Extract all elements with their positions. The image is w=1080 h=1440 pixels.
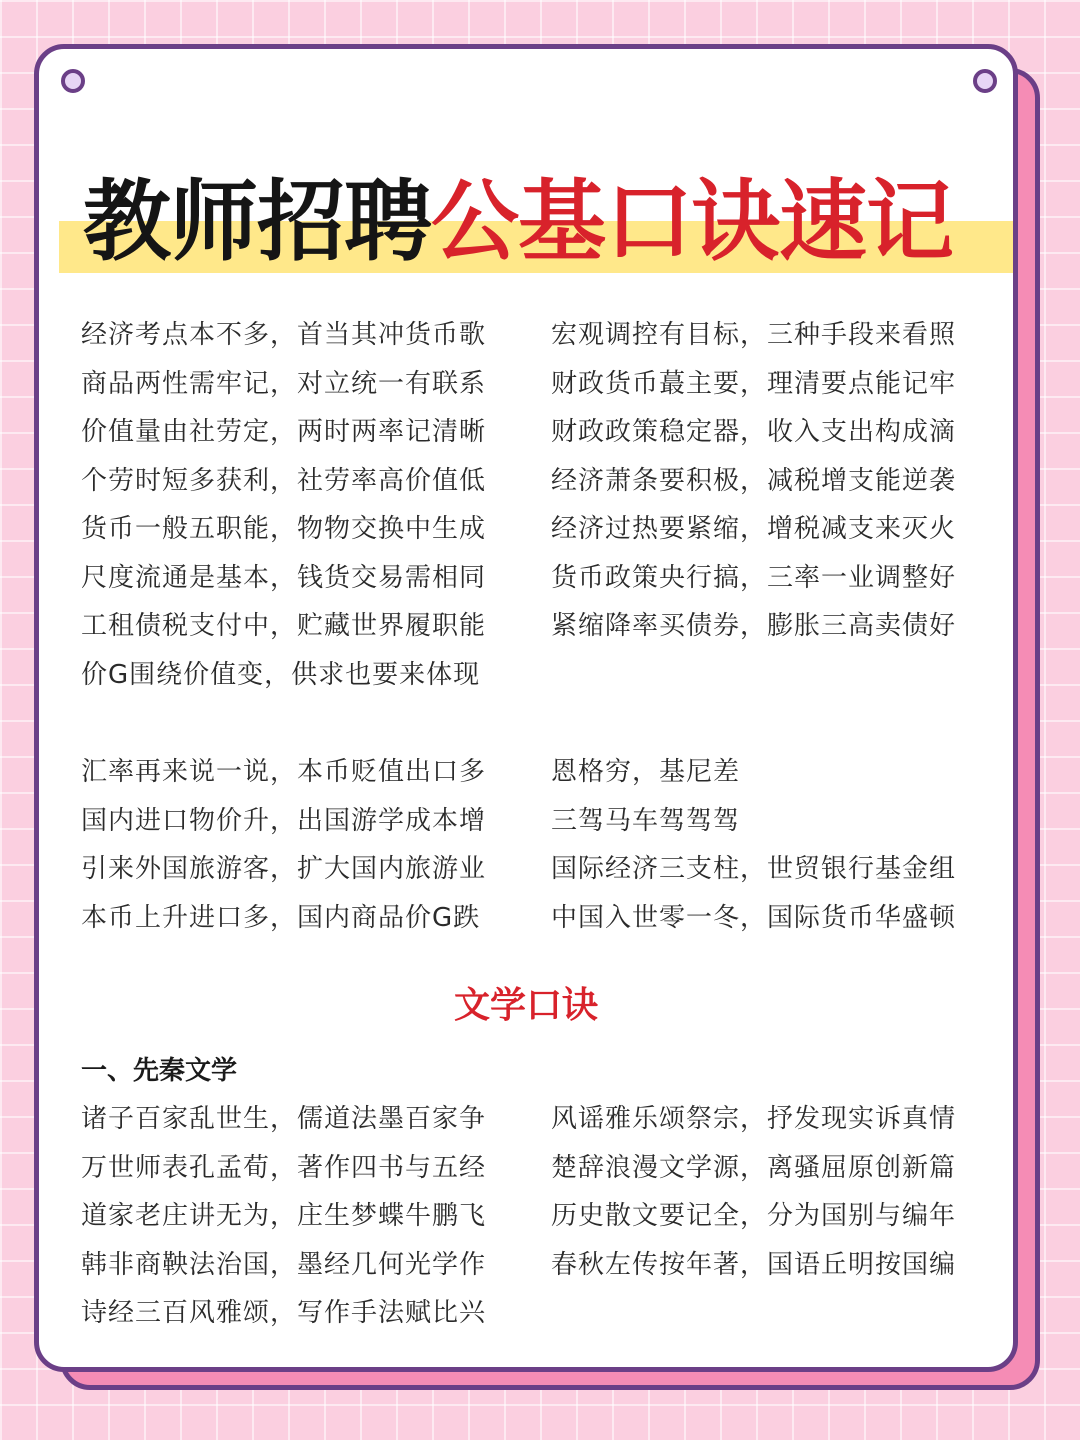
verse-line: 历史散文要记全，分为国别与编年	[551, 1201, 957, 1231]
verse-line: 价G围绕价值变，供求也要来体现	[81, 659, 481, 690]
verse-line: 汇率再来说一说，本币贬值出口多	[81, 757, 487, 787]
verse-line: 个劳时短多获利，社劳率高价值低	[81, 465, 487, 496]
verse-line: 中国入世零一冬，国际货币华盛顿	[551, 902, 957, 933]
verse-line: 经济过热要紧缩，增税减支来灭火	[551, 514, 957, 544]
verse-line: 财政政策稳定器，收入支出构成滴	[551, 417, 957, 447]
verse-line: 风谣雅乐颂祭宗，抒发现实诉真情	[551, 1104, 957, 1134]
verse-line: 商品两性需牢记，对立统一有联系	[81, 368, 487, 399]
title-part1: 教师招聘	[83, 170, 432, 273]
verse-line: 货币一般五职能，物物交换中生成	[81, 514, 487, 544]
verse-line: 价值量由社劳定，两时两率记清晰	[81, 417, 487, 447]
verse-line: 楚辞浪漫文学源，离骚屈原创新篇	[551, 1152, 957, 1183]
verse-line: 经济考点本不多，首当其冲货币歌	[81, 320, 487, 350]
economy-block1-left	[81, 311, 486, 699]
verse-line: 货币政策央行搞，三率一业调整好	[551, 562, 957, 593]
verse-line: 诗经三百风雅颂，写作手法赋比兴	[81, 1298, 487, 1328]
literature-left	[81, 1095, 486, 1338]
verse-line: 引来外国旅游客，扩大国内旅游业	[81, 854, 487, 884]
page-title	[83, 169, 1018, 275]
verse-line: 工租债税支付中，贮藏世界履职能	[81, 611, 487, 641]
title-part2: 公基口诀速记	[431, 170, 954, 273]
verse-line: 尺度流通是基本，钱货交易需相同	[81, 562, 487, 593]
verse-line: 紧缩降率买债券，膨胀三高卖债好	[551, 611, 957, 641]
verse-line: 诸子百家乱世生，儒道法墨百家争	[81, 1104, 487, 1134]
verse-line: 道家老庄讲无为，庄生梦蝶牛鹏飞	[81, 1201, 487, 1231]
verse-line: 三驾马车驾驾驾	[551, 805, 741, 836]
verse-line: 万世师表孔孟荀，著作四书与五经	[81, 1152, 487, 1183]
economy-block2-left	[81, 748, 486, 942]
economy-block1-right	[551, 311, 956, 651]
section-title-literature: 文学口诀	[453, 985, 598, 1026]
verse-line: 宏观调控有目标，三种手段来看照	[551, 320, 957, 350]
verse-line: 经济萧条要积极，减税增支能逆袭	[551, 465, 957, 496]
content-card	[34, 44, 1018, 1372]
verse-line: 国际经济三支柱，世贸银行基金组	[551, 854, 957, 884]
literature-right	[551, 1095, 956, 1289]
verse-line: 恩格穷，基尼差	[551, 757, 741, 787]
subsection-title: 一、先秦文学	[81, 1056, 238, 1086]
verse-line: 韩非商鞅法治国，墨经几何光学作	[81, 1249, 487, 1280]
economy-block2-right	[551, 748, 956, 942]
binder-hole-left	[61, 69, 85, 93]
verse-line: 春秋左传按年著，国语丘明按国编	[551, 1249, 957, 1280]
binder-hole-right	[973, 69, 997, 93]
verse-line: 国内进口物价升，出国游学成本增	[81, 805, 487, 836]
verse-line: 本币上升进口多，国内商品价G跌	[81, 902, 481, 933]
verse-line: 财政货币蕞主要，理清要点能记牢	[551, 368, 957, 399]
